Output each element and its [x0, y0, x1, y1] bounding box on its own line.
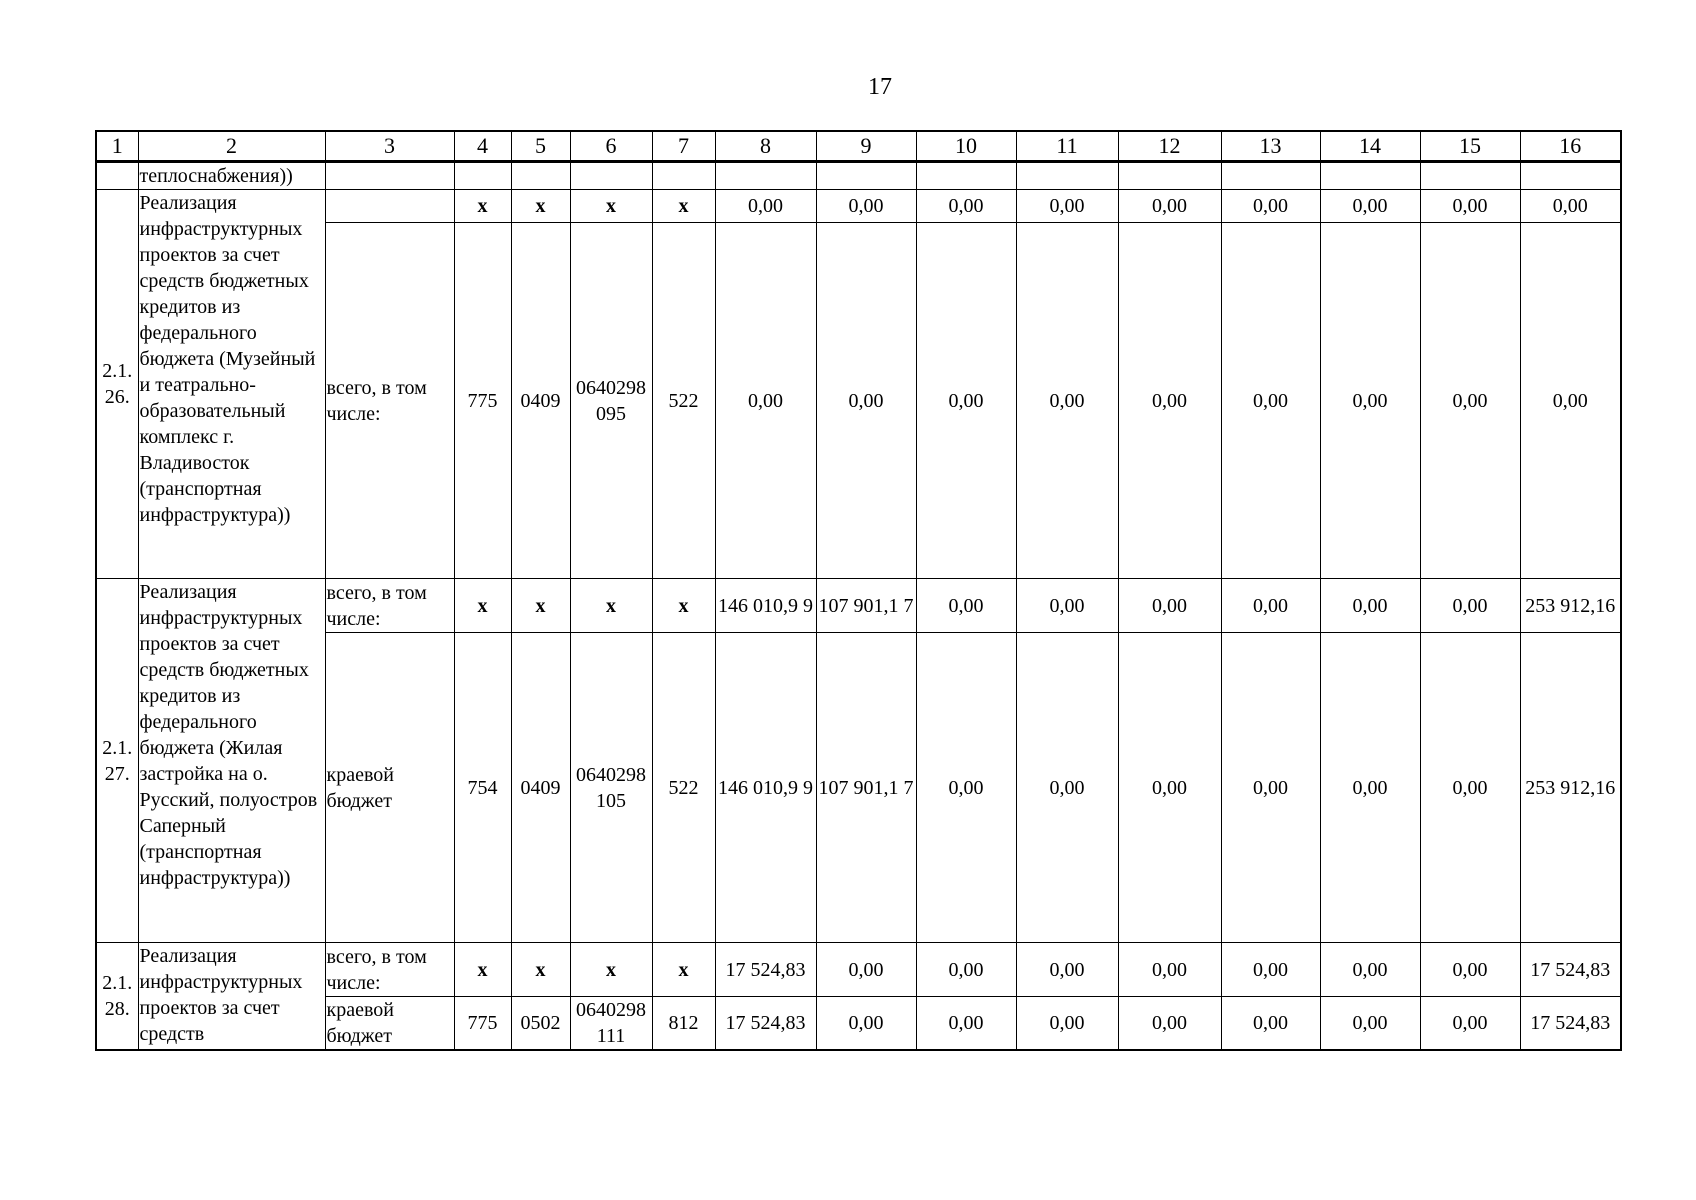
table-cell: 0,00 [916, 190, 1016, 223]
table-cell: x [652, 190, 715, 223]
table-cell: 754 [454, 633, 511, 943]
funding-source [325, 190, 454, 223]
table-cell: 0,00 [1118, 579, 1221, 633]
table-cell: 0,00 [1520, 190, 1621, 223]
row-number: 2.1. 28. [96, 943, 138, 1051]
table-cell: 0,00 [1016, 633, 1118, 943]
table-cell: 0640298 111 [570, 997, 652, 1051]
table-cell: x [454, 579, 511, 633]
table-cell: 0,00 [1320, 223, 1420, 579]
table-cell: 0,00 [1016, 190, 1118, 223]
column-header: 6 [570, 131, 652, 162]
table-cell: 0,00 [1016, 997, 1118, 1051]
table-cell: 0,00 [916, 943, 1016, 997]
column-header: 9 [816, 131, 916, 162]
table-cell: 0,00 [1520, 223, 1621, 579]
funding-source: краевой бюджет [325, 997, 454, 1051]
table-cell: 0,00 [1221, 190, 1320, 223]
row-number: 2.1. 26. [96, 190, 138, 579]
row-name: Реализация инфраструктурных проектов за счет средств бюджетных кредитов из федерального бюджета (Жилая застройка на о. Русский, полуостров Саперный (транспортная инфраструктура)) [138, 579, 325, 943]
table-cell: 0640298 095 [570, 223, 652, 579]
column-header: 7 [652, 131, 715, 162]
table-cell: 522 [652, 633, 715, 943]
table-cell: 0,00 [816, 997, 916, 1051]
funding-source: всего, в том числе: [325, 943, 454, 997]
table-cell: x [511, 190, 570, 223]
table-cell: 812 [652, 997, 715, 1051]
table-cell: 0,00 [1221, 943, 1320, 997]
budget-table [95, 130, 1622, 1051]
table-row [96, 223, 1621, 579]
table-cell: 0,00 [1118, 997, 1221, 1051]
table-cell: 0,00 [1221, 633, 1320, 943]
table-cell: 0,00 [1420, 943, 1520, 997]
table-row [96, 943, 1621, 997]
table-cell: 0,00 [1118, 633, 1221, 943]
table-cell: 0,00 [916, 579, 1016, 633]
column-header: 13 [1221, 131, 1320, 162]
column-header: 16 [1520, 131, 1621, 162]
table-cell: 0,00 [1118, 943, 1221, 997]
table-cell: 17 524,83 [715, 943, 816, 997]
table-cell: 0,00 [916, 223, 1016, 579]
table-cell: 775 [454, 997, 511, 1051]
table-cell: 0,00 [816, 943, 916, 997]
funding-source: всего, в том числе: [325, 579, 454, 633]
column-header: 15 [1420, 131, 1520, 162]
table-row [96, 579, 1621, 633]
table-cell: 253 912,16 [1520, 579, 1621, 633]
funding-source: краевой бюджет [325, 633, 454, 943]
table-cell: 0502 [511, 997, 570, 1051]
column-header-row [96, 131, 1621, 162]
table-cell: 17 524,83 [1520, 943, 1621, 997]
funding-source: всего, в том числе: [325, 223, 454, 579]
table-cell: 0,00 [1016, 579, 1118, 633]
column-header: 4 [454, 131, 511, 162]
table-cell: x [652, 579, 715, 633]
column-header: 8 [715, 131, 816, 162]
table-cell: x [511, 579, 570, 633]
table-cell: x [511, 943, 570, 997]
column-header: 14 [1320, 131, 1420, 162]
table-cell: 775 [454, 223, 511, 579]
table-cell: 0,00 [1320, 997, 1420, 1051]
table-cell: x [570, 943, 652, 997]
table-cell: 0,00 [1420, 223, 1520, 579]
table-cell: 0,00 [1118, 190, 1221, 223]
table-cell: 0,00 [816, 190, 916, 223]
table-cell: 0,00 [1016, 223, 1118, 579]
table-cell: 253 912,16 [1520, 633, 1621, 943]
column-header: 5 [511, 131, 570, 162]
table-cell: 0409 [511, 633, 570, 943]
table-cell: 0,00 [715, 190, 816, 223]
table-cell: 0,00 [1221, 997, 1320, 1051]
table-cell: 0,00 [715, 223, 816, 579]
table-cell: 0,00 [1221, 223, 1320, 579]
table-cell: 0,00 [1320, 190, 1420, 223]
table-row [96, 190, 1621, 223]
table-cell: 107 901,1 7 [816, 579, 916, 633]
table-cell: 17 524,83 [1520, 997, 1621, 1051]
page-number: 17 [868, 74, 892, 100]
row-name: Реализация инфраструктурных проектов за счет средств [138, 943, 325, 1051]
table-cell: 0,00 [816, 223, 916, 579]
table-cell: 0,00 [1118, 223, 1221, 579]
table-cell: 0,00 [1420, 633, 1520, 943]
table-cell: x [570, 579, 652, 633]
table-cell: 107 901,1 7 [816, 633, 916, 943]
continuation-row [96, 162, 1621, 190]
table-cell: 0640298 105 [570, 633, 652, 943]
table-cell: 0,00 [1320, 633, 1420, 943]
column-header: 12 [1118, 131, 1221, 162]
table-cell: 0,00 [916, 997, 1016, 1051]
table-cell: 0,00 [1420, 997, 1520, 1051]
table-cell: x [454, 190, 511, 223]
column-header: 11 [1016, 131, 1118, 162]
table-row [96, 633, 1621, 943]
table-cell: 146 010,9 9 [715, 579, 816, 633]
table-cell: 0,00 [1420, 190, 1520, 223]
table-cell: 0,00 [1420, 579, 1520, 633]
table-cell: 0,00 [1320, 943, 1420, 997]
table-cell: x [454, 943, 511, 997]
row-name: Реализация инфраструктурных проектов за счет средств бюджетных кредитов из федерального бюджета (Музейный и театрально-образовательный комплекс г. Владивосток (транспортная инфраструктура)) [138, 190, 325, 579]
table-cell: 0,00 [1320, 579, 1420, 633]
table-row [96, 997, 1621, 1051]
table-cell: 522 [652, 223, 715, 579]
table-cell: 0,00 [1221, 579, 1320, 633]
table-cell: x [652, 943, 715, 997]
column-header: 1 [96, 131, 138, 162]
column-header: 2 [138, 131, 325, 162]
table-cell: 0409 [511, 223, 570, 579]
table-cell: 0,00 [1016, 943, 1118, 997]
column-header: 3 [325, 131, 454, 162]
table-cell: x [570, 190, 652, 223]
table-cell: 0,00 [916, 633, 1016, 943]
row-number: 2.1. 27. [96, 579, 138, 943]
column-header: 10 [916, 131, 1016, 162]
table-cell: 17 524,83 [715, 997, 816, 1051]
table-cell: 146 010,9 9 [715, 633, 816, 943]
continuation-text: теплоснабжения)) [138, 162, 325, 190]
